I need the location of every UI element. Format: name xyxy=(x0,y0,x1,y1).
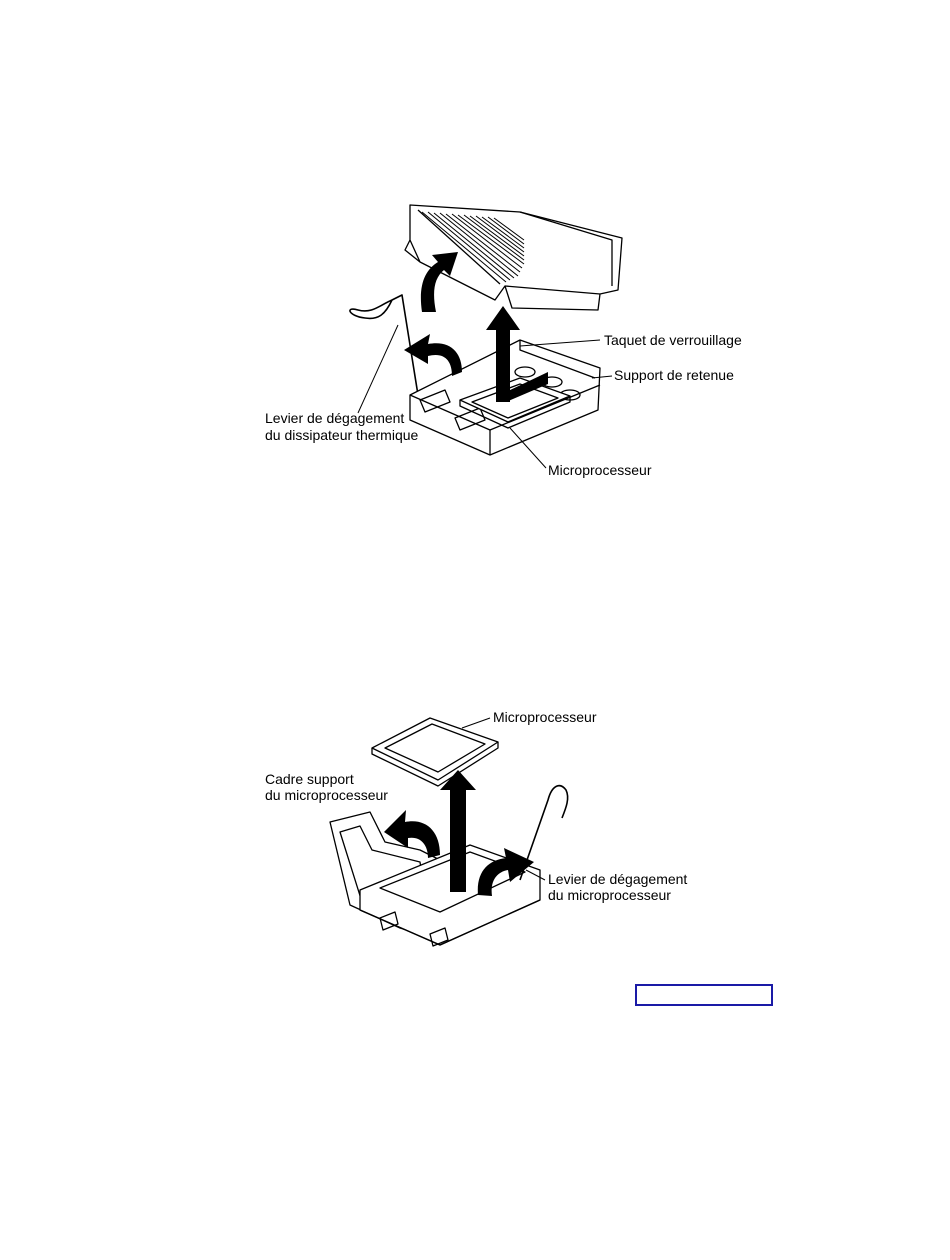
release-lever-label-line2: du microprocesseur xyxy=(548,887,671,903)
microprocessor-chip-label: Microprocesseur xyxy=(493,709,597,725)
microprocessor-chip xyxy=(372,718,498,786)
navigation-link-box[interactable] xyxy=(635,984,773,1006)
retention-bracket-label: Support de retenue xyxy=(614,367,734,383)
bracket-frame-label-line1: Cadre support xyxy=(265,771,354,787)
microprocessor-label: Microprocesseur xyxy=(548,462,652,478)
lever-curved-arrow xyxy=(404,334,462,376)
release-lever-label-line1: Levier de dégagement xyxy=(548,871,688,887)
bracket-frame-label-line2: du microprocesseur xyxy=(265,787,388,803)
heatsink-release-lever-label-line2: du dissipateur thermique xyxy=(265,427,419,443)
heatsink-release-lever-label-line1: Levier de dégagement xyxy=(265,410,405,426)
heatsink-release-lever xyxy=(350,295,418,395)
locking-tab-label: Taquet de verrouillage xyxy=(604,332,742,348)
